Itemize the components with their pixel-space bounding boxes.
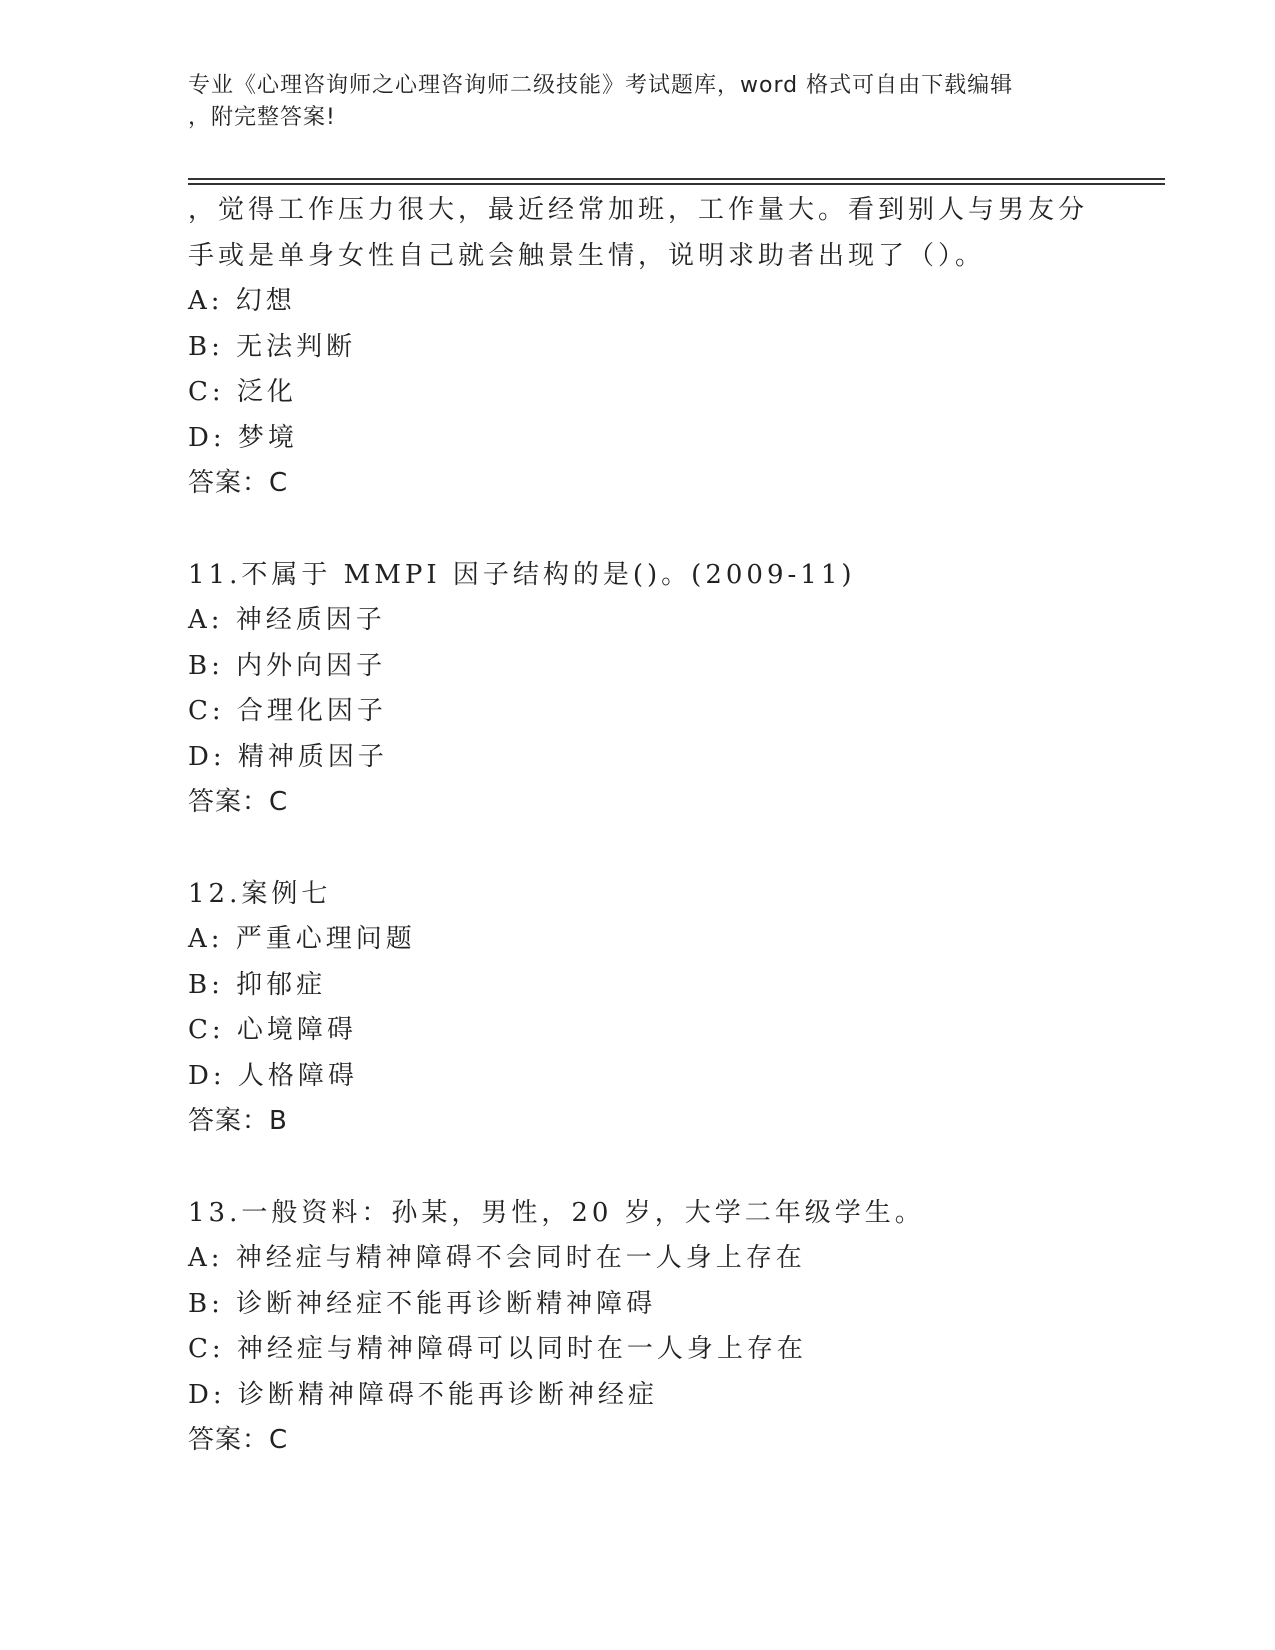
option-c: C: 合理化因子 xyxy=(188,696,387,726)
option-a: A: 神经症与精神障碍不会同时在一人身上存在 xyxy=(188,1243,806,1273)
option-b: B: 抑郁症 xyxy=(188,969,327,1000)
answer-label: 答案：C xyxy=(188,1425,289,1455)
option-c: C: 心境障碍 xyxy=(188,1015,357,1045)
question-block-11 xyxy=(188,553,1148,826)
header-divider-top xyxy=(188,178,1165,180)
option-c: C: 神经症与精神障碍可以同时在一人身上存在 xyxy=(188,1334,807,1364)
answer-label: 答案：C xyxy=(188,468,289,498)
option-d: D: 人格障碍 xyxy=(188,1060,358,1091)
document-header xyxy=(188,70,1088,134)
answer-label: 答案：C xyxy=(188,787,289,817)
question-text: 13.一般资料：孙某，男性，20 岁，大学二年级学生。 xyxy=(188,1197,925,1228)
header-divider-bottom xyxy=(188,183,1165,185)
header-title-continuation: ，附完整答案! xyxy=(188,105,336,130)
option-a: A: 神经质因子 xyxy=(188,605,386,635)
question-text: ，觉得工作压力很大，最近经常加班，工作量大。看到别人与男友分 xyxy=(188,195,1089,225)
header-title-line: 专业《心理咨询师之心理咨询师二级技能》考试题库，word 格式可自由下载编辑 xyxy=(188,73,1014,98)
option-c: C: 泛化 xyxy=(188,377,297,407)
question-text: 11.不属于 MMPI 因子结构的是()。(2009-11) xyxy=(188,559,856,590)
question-text: 12.案例七 xyxy=(188,878,332,909)
option-d: D: 诊断精神障碍不能再诊断神经症 xyxy=(188,1379,658,1410)
option-b: B: 内外向因子 xyxy=(188,650,387,681)
option-b: B: 无法判断 xyxy=(188,331,357,362)
answer-label: 答案：B xyxy=(188,1106,288,1136)
option-a: A: 幻想 xyxy=(188,286,296,316)
option-b: B: 诊断神经症不能再诊断精神障碍 xyxy=(188,1288,657,1319)
question-block-continued xyxy=(188,188,1148,507)
question-block-12 xyxy=(188,872,1148,1145)
question-text: 手或是单身女性自己就会触景生情，说明求助者出现了（）。 xyxy=(188,240,986,271)
question-list xyxy=(188,188,1148,1464)
question-block-13 xyxy=(188,1191,1148,1464)
option-a: A: 严重心理问题 xyxy=(188,924,416,954)
option-d: D: 梦境 xyxy=(188,422,298,453)
option-d: D: 精神质因子 xyxy=(188,741,388,772)
